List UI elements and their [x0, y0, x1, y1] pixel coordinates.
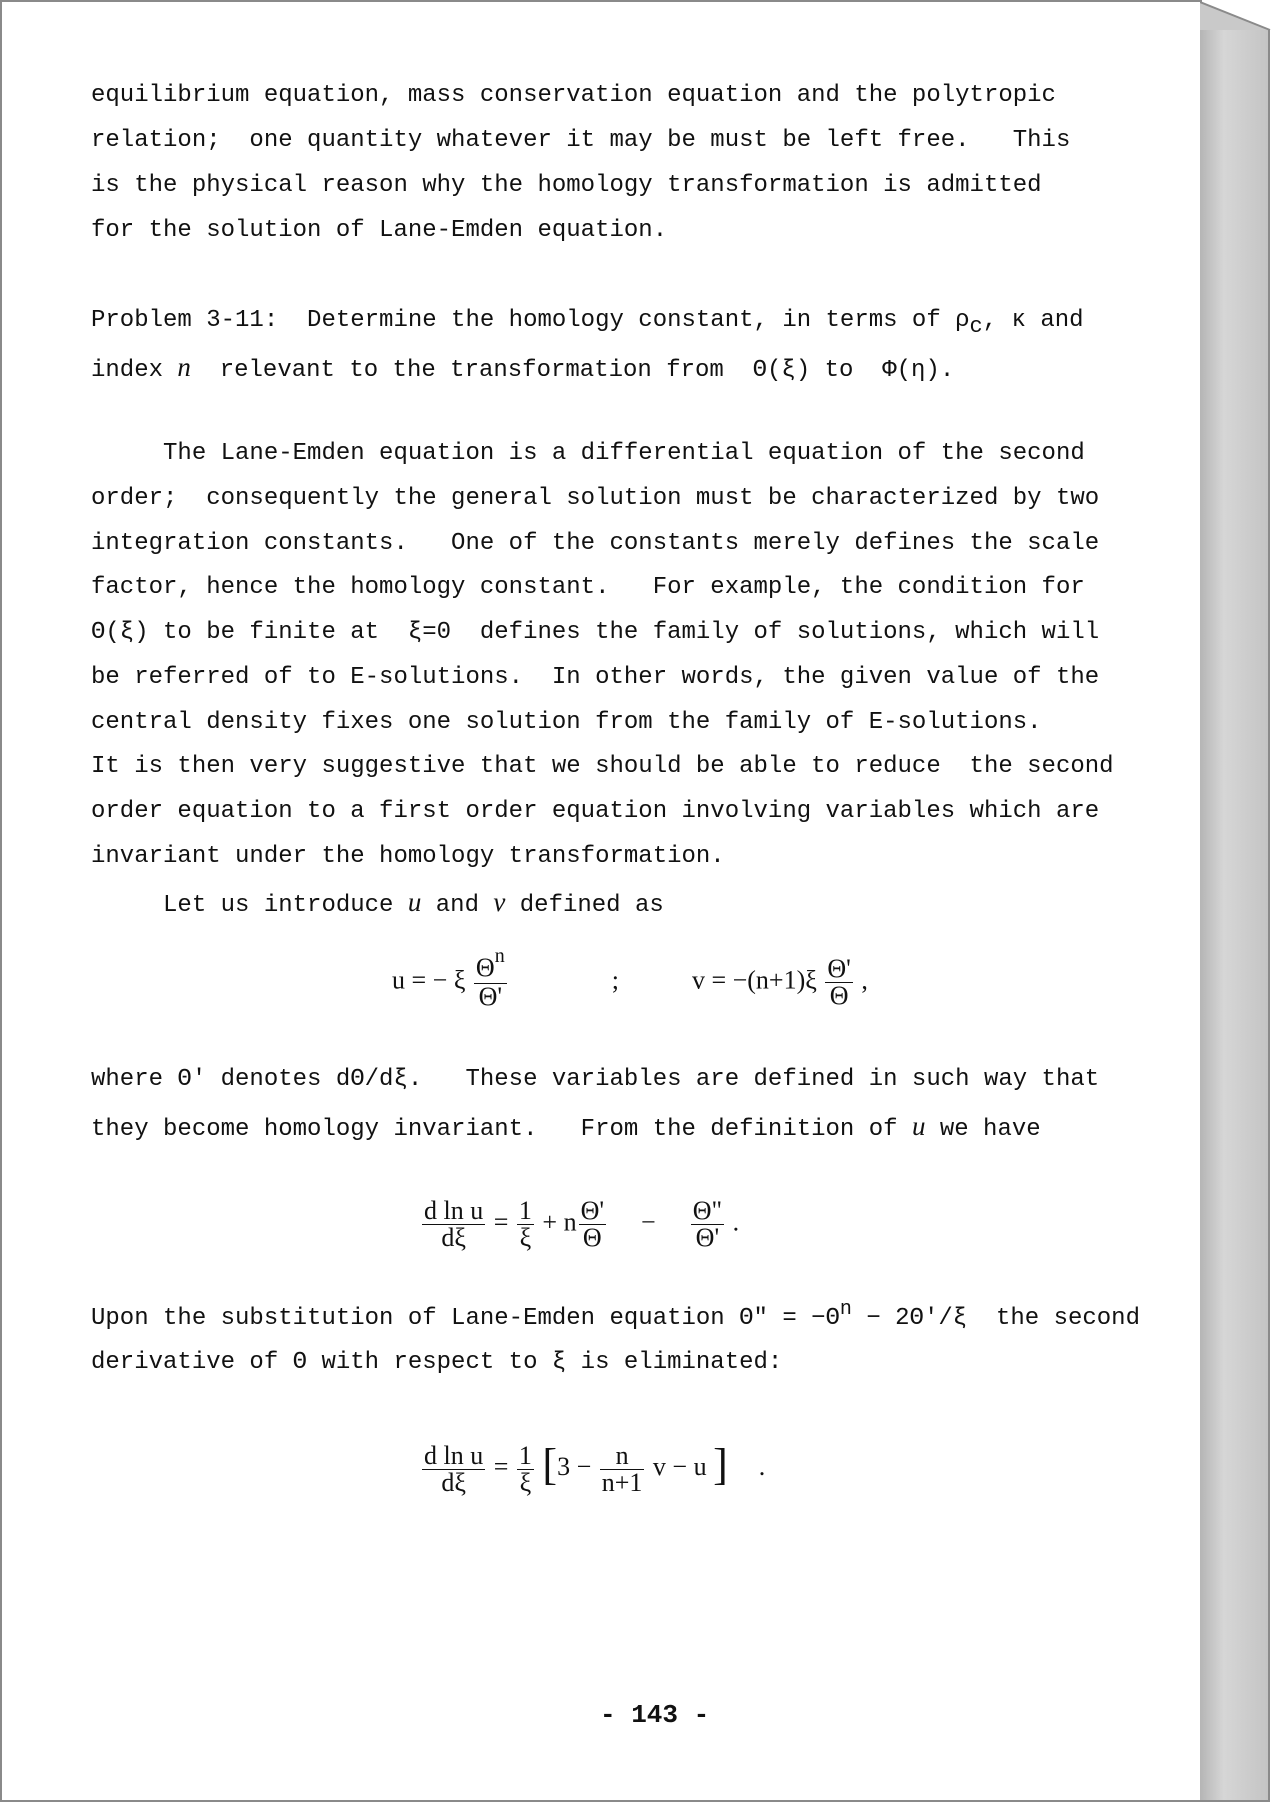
- fraction: $\frac{\text{d ln u}}{d\xi}$: [424, 1440, 484, 1497]
- paragraph-line: Upon the substitution of Lane-Emden equation Θ" = $-\Theta^n - 2\Theta'/\xi$ the second: [91, 1298, 1140, 1332]
- fraction: $\frac{\Theta^n}{\Theta'}$: [475, 945, 505, 1011]
- paragraph-line: order; consequently the general solution must be characterized by two: [91, 485, 1100, 512]
- fraction: $\frac{\Theta"}{\Theta'}$: [692, 1196, 723, 1252]
- paragraph-line: be referred of to E-solutions. In other words, the given value of the: [91, 664, 1100, 691]
- paragraph-line: invariant under the homology transformation.: [91, 843, 725, 870]
- fraction: $\frac{1}{\xi}$: [518, 1440, 532, 1497]
- fraction: $\frac{n}{n+1}$: [601, 1440, 643, 1497]
- equation-dlnu-derivative: $\frac{\text{d ln u}}{d\xi}$ = $\frac{1}{\xi}$ + n $\frac{\Theta'}{\Theta}$ − $\frac{\Theta"}{\Theta'}$ .: [424, 1196, 740, 1252]
- equation-u-v-definition: u = − ξ $\frac{\Theta^n}{\Theta'}$ ; v = −(n+1)ξ $\frac{\Theta'}{\Theta}$ ,: [392, 945, 868, 1011]
- paragraph-line: derivative of Θ with respect to ξ is eliminated:: [91, 1349, 783, 1376]
- paragraph-line: is the physical reason why the homology transformation is admitted: [91, 172, 1042, 199]
- fraction: $\frac{\Theta'}{\Theta}$: [827, 954, 851, 1010]
- page-corner-fold: [1200, 0, 1272, 32]
- paragraph-line: Θ(ξ) to be finite at ξ=0 defines the family of solutions, which will: [91, 619, 1100, 646]
- problem-statement-line: Problem 3-11: Determine the homology constant, in terms of $\rho_c$, κ and: [91, 307, 1084, 339]
- paragraph-line: relation; one quantity whatever it may be must be left free. This: [91, 127, 1071, 154]
- problem-statement-line: index n relevant to the transformation from Θ(ξ) to Φ(η).: [91, 352, 955, 384]
- paragraph-line: equilibrium equation, mass conservation equation and the polytropic: [91, 82, 1056, 109]
- fraction: $\frac{1}{\xi}$: [518, 1196, 532, 1252]
- paragraph-line: factor, hence the homology constant. For example, the condition for: [91, 574, 1085, 601]
- paragraph-line: order equation to a first order equation involving variables which are: [91, 798, 1100, 825]
- paragraph-line: The Lane-Emden equation is a differential equation of the second: [91, 440, 1085, 467]
- equation-dlnu-eliminated: $\frac{\text{d ln u}}{d\xi}$ = $\frac{1}{\xi}$ [3 − $\frac{n}{n+1}$ v − u ] .: [424, 1440, 766, 1497]
- paragraph-line: integration constants. One of the constants merely defines the scale: [91, 530, 1100, 557]
- fraction: $\frac{\text{d ln u}}{d\xi}$: [424, 1196, 484, 1252]
- page-number: - 143 -: [600, 1700, 710, 1730]
- paragraph-line: they become homology invariant. From the definition of u we have: [91, 1111, 1041, 1143]
- page-edge: [1200, 2, 1270, 1802]
- paragraph-line: It is then very suggestive that we should be able to reduce the second: [91, 753, 1114, 780]
- fraction: $\frac{\Theta'}{\Theta}$: [580, 1196, 605, 1252]
- paragraph-line: for the solution of Lane-Emden equation.: [91, 217, 668, 244]
- paragraph-line: where Θ' denotes dΘ/dξ. These variables are defined in such way that: [91, 1066, 1100, 1093]
- paragraph-line: central density fixes one solution from the family of E-solutions.: [91, 709, 1042, 736]
- paragraph-line: Let us introduce u and v defined as: [91, 887, 664, 919]
